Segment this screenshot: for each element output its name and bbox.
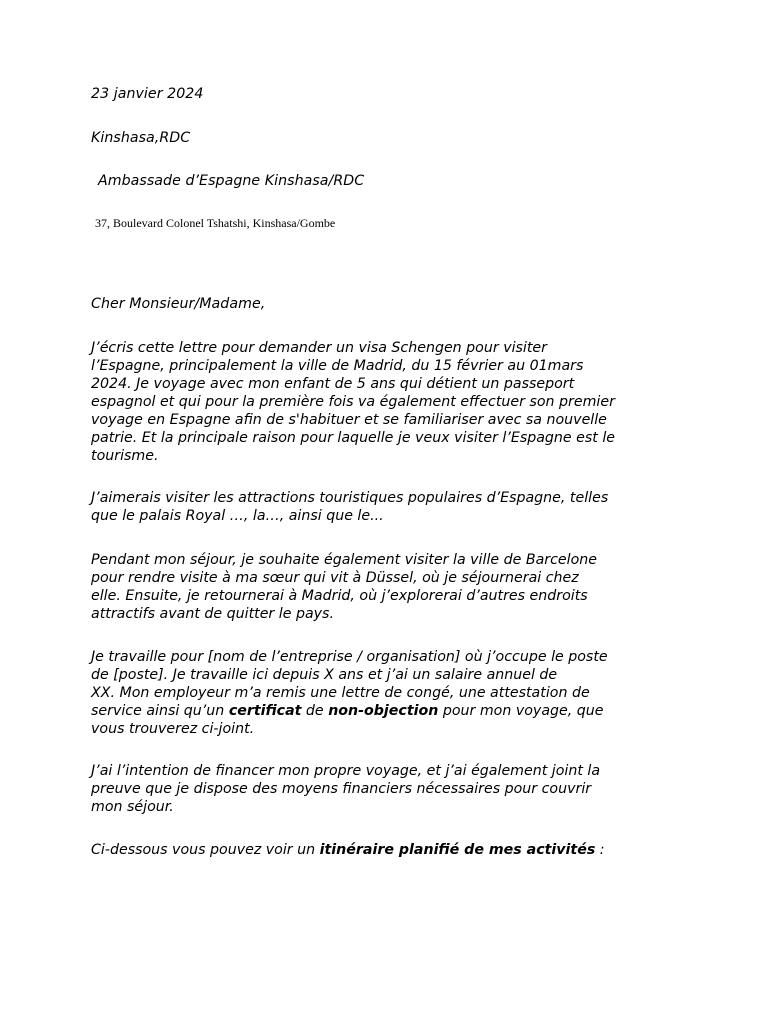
paragraph-line: 2024. Je voyage avec mon enfant de 5 ans qui détient un passeport [91, 376, 575, 392]
paragraph-line: elle. Ensuite, je retournerai à Madrid, où j’explorerai d’autres endroits [91, 588, 588, 604]
paragraph-line: J’écris cette lettre pour demander un visa Schengen pour visiter [91, 340, 547, 356]
paragraph-line: mon séjour. [91, 799, 174, 815]
paragraph-barcelona [91, 551, 691, 623]
text-run: Ci-dessous vous pouvez voir un [91, 842, 320, 858]
paragraph-line: patrie. Et la principale raison pour laquelle je veux visiter l’Espagne est le [91, 430, 616, 446]
paragraph-financing [91, 762, 691, 816]
paragraph-line: XX. Mon employeur m’a remis une lettre de congé, une attestation de [91, 685, 590, 701]
recipient-name: Ambassade d’Espagne Kinshasa/RDC [98, 173, 365, 189]
paragraph-employment [91, 648, 691, 738]
paragraph-line: J’ai l’intention de financer mon propre voyage, et j’ai également joint la [91, 763, 601, 779]
paragraph-attractions [91, 489, 691, 525]
text-run: service ainsi qu’un [91, 703, 229, 719]
letter-date: 23 janvier 2024 [91, 86, 204, 102]
paragraph-line: attractifs avant de quitter le pays. [91, 606, 334, 622]
paragraph-line: Pendant mon séjour, je souhaite également visiter la ville de Barcelone [91, 552, 597, 568]
paragraph-line [91, 702, 691, 720]
paragraph-purpose [91, 339, 691, 465]
emphasis-itinerary: itinéraire planifié de mes activités [319, 842, 596, 858]
paragraph-line: voyage en Espagne afin de s'habituer et se familiariser avec sa nouvelle [91, 412, 607, 428]
emphasis-non-objection: non-objection [328, 703, 439, 719]
paragraph-line [91, 841, 691, 859]
emphasis-certificat: certificat [228, 703, 302, 719]
recipient-address: 37, Boulevard Colonel Tshatshi, Kinshasa/Gombe [95, 216, 336, 230]
paragraph-line: Je travaille pour [nom de l’entreprise / organisation] où j’occupe le poste [91, 649, 608, 665]
salutation: Cher Monsieur/Madame, [91, 296, 266, 312]
text-run: pour mon voyage, que [438, 703, 604, 719]
paragraph-line: de [poste]. Je travaille ici depuis X ans et j’ai un salaire annuel de [91, 667, 558, 683]
paragraph-line: preuve que je dispose des moyens financiers nécessaires pour couvrir [91, 781, 592, 797]
paragraph-line: espagnol et qui pour la première fois va également effectuer son premier [91, 394, 615, 410]
letter-place: Kinshasa,RDC [91, 130, 191, 146]
text-run: : [595, 842, 605, 858]
paragraph-line: vous trouverez ci-joint. [91, 721, 255, 737]
paragraph-line: J’aimerais visiter les attractions touristiques populaires d’Espagne, telles [91, 490, 609, 506]
text-run: de [301, 703, 329, 719]
paragraph-line: tourisme. [91, 448, 159, 464]
paragraph-line: pour rendre visite à ma sœur qui vit à Düssel, où je séjournerai chez [91, 570, 579, 586]
paragraph-line: que le palais Royal …, la…, ainsi que le... [91, 508, 384, 524]
paragraph-line: l’Espagne, principalement la ville de Madrid, du 15 février au 01mars [91, 358, 584, 374]
paragraph-itinerary [91, 841, 691, 859]
